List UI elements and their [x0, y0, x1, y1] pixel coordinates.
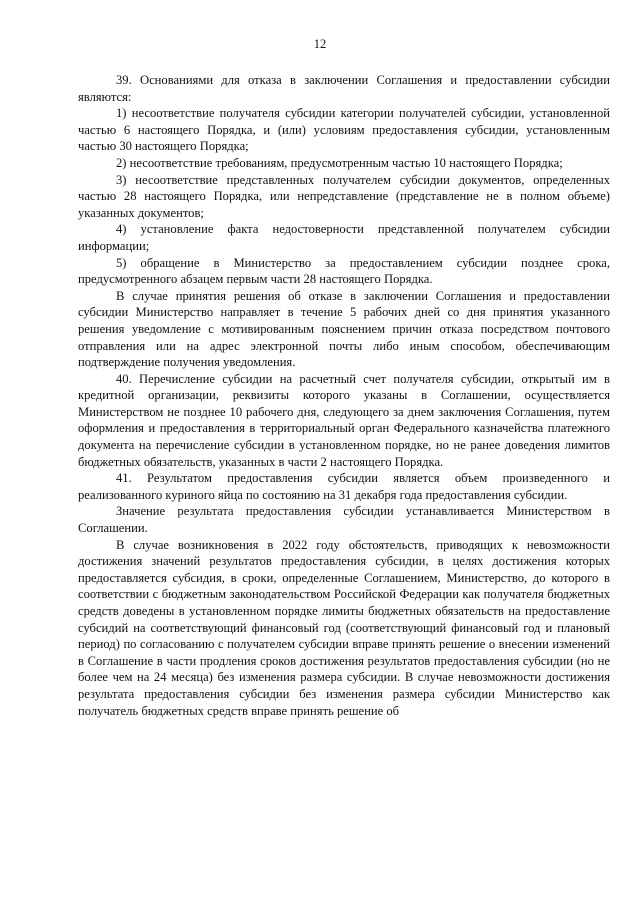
paragraph-40: 40. Перечисление субсидии на расчетный счет получателя субсидии, открытый им в кредитной организации, реквизиты которого указаны в Соглашении, осуществляется Министерством не позднее 10 рабочего дня, следующего за днем заключения Соглашения, путем оформления и предоставления в территориальный орган Федерального казначейства платежного документа на перечисление субсидии в установленном порядке, но не ранее доведения лимитов бюджетных обязательств, указанных в части 2 настоящего Порядка. — [78, 371, 610, 469]
paragraph-circumstances: В случае возникновения в 2022 году обстоятельств, приводящих к невозможности достижения значений результатов предоставления субсидии, в целях достижения которых предоставляется субсидия, в сроки, определенные Соглашением, Министерство, до которого в соответствии с бюджетным законодательством Российской Федерации как получателя бюджетных средств доведены в установленном порядке лимиты бюджетных обязательств на предоставление субсидий на соответствующий финансовый год (соответствующий финансовый год и плановый период) по согласованию с получателем субсидии вправе принять решение о внесении изменений в Соглашение в части продления сроков достижения результатов предоставления субсидии (но не более чем на 24 месяца) без изменения размера субсидии. В случае невозможности достижения результата предоставления субсидии без изменения размера субсидии Министерство как получатель бюджетных средств вправе принять решение об — [78, 537, 610, 718]
paragraph-41: 41. Результатом предоставления субсидии является объем произведенного и реализованного куриного яйца по состоянию на 31 декабря года предоставления субсидии. — [78, 471, 610, 502]
paragraph-item-5: 5) обращение в Министерство за предоставлением субсидии позднее срока, предусмотренного абзацем первым части 28 настоящего Порядка. — [78, 255, 610, 287]
paragraph-39: 39. Основаниями для отказа в заключении Соглашения и предоставлении субсидии являются: — [78, 73, 610, 104]
paragraph-result-value: Значение результата предоставления субсидии устанавливается Министерством в Соглашении. — [78, 504, 610, 536]
paragraph-refusal-notice: В случае принятия решения об отказе в заключении Соглашения и предоставлении субсидии Министерство направляет в течение 5 рабочих дней со дня принятия указанного решения уведомление с мотивированным пояснением причин отказа посредством почтового отправления или на адрес электронной почты либо иным способом, обеспечивающим подтверждение получения уведомления. — [78, 288, 610, 370]
paragraph-item-1: 1) несоответствие получателя субсидии категории получателей субсидии, установленной частью 6 настоящего Порядка, и (или) условиям предоставления субсидии, установленным частью 30 настоящего Порядка; — [78, 106, 610, 154]
document-body — [78, 72, 610, 719]
paragraph-item-3: 3) несоответствие представленных получателем субсидии документов, определенных частью 28 настоящего Порядка, или непредставление (представление не в полном объеме) указанных документов; — [78, 172, 610, 220]
page-number: 12 — [313, 37, 327, 51]
paragraph-item-4: 4) установление факта недостоверности представленной получателем субсидии информации; — [78, 222, 610, 253]
paragraph-item-2: 2) несоответствие требованиям, предусмотренным частью 10 настоящего Порядка; — [116, 155, 563, 170]
